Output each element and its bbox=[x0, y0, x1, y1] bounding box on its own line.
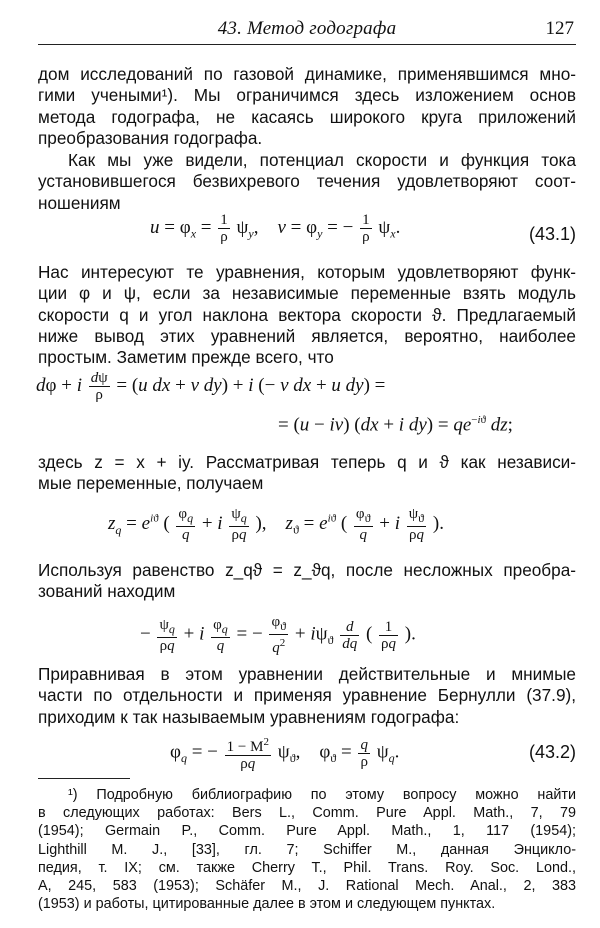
text-line: мые переменные, получаем bbox=[38, 473, 264, 494]
text-line: ниже вывод этих уравнений является, вероятно, наиболее bbox=[38, 325, 576, 346]
footnote-line: (1954); Germain P., Comm. Pure Appl. Math., 1, 117 (1954); bbox=[38, 823, 576, 840]
equation-43-1: $u = \varphi_x$ = $\frac{1}{\rho}$ $\psi_y$, $v = \varphi_y$ = − $\frac{1}{\rho}$ $\psi_x$. bbox=[150, 212, 401, 245]
paragraph-intro bbox=[38, 64, 576, 149]
equation-43-2: $\varphi_q$ = − $\frac{1 - M^2}{\rho q}$ $\psi_ϑ$, $\varphi_ϑ$ = $\frac{q}{\rho}$ $\psi_q$. bbox=[170, 736, 400, 772]
text-line: установившегося безвихревого течения удовлетворяют соот- bbox=[38, 171, 576, 192]
text-line: простым. Заметим прежде всего, что bbox=[38, 347, 334, 368]
equation-number: (43.2) bbox=[528, 742, 576, 762]
equation-number: (43.1) bbox=[528, 224, 576, 244]
page-number: 127 bbox=[545, 18, 574, 39]
paragraph-independent-variables bbox=[38, 452, 576, 495]
text-line: гими учеными¹). Мы ограничимся здесь изложением основ bbox=[38, 85, 576, 106]
footnote-divider bbox=[38, 778, 130, 779]
paragraph-hodograph-variables bbox=[38, 262, 576, 368]
text-line: ношениям bbox=[38, 192, 121, 213]
equation-differential: dφ + i $\frac{d\psi}{\rho}$ = (u dx + v dy) + i (− v dx + u dy) = bbox=[36, 370, 386, 403]
text-line: приходим к так называемым уравнениям годографа: bbox=[38, 706, 460, 727]
text-line: части по отдельности и применяя уравнение Бернулли (37.9), bbox=[38, 685, 576, 706]
footnote-line: в следующих работах: Bers L., Comm. Pure Appl. Math., 7, 79 bbox=[38, 805, 576, 822]
paragraph-potential bbox=[38, 150, 576, 214]
text-line: Нас интересуют те уравнения, которым удовлетворяют функ- bbox=[38, 262, 576, 282]
text-line: Как мы уже видели, потенциал скорости и функция тока bbox=[68, 150, 576, 170]
footnote-line: A, 245, 583 (1953); Schäfer M., J. Rational Mech. Anal., 2, 383 bbox=[38, 877, 576, 894]
equation-differential-cont: = (u − iv) (dx + i $dy) = qe^{-iϑ}$ dz; bbox=[278, 414, 513, 436]
text-line: Приравнивая в этом уравнении действительные и мнимые bbox=[38, 664, 576, 684]
text-line: ции φ и ψ, если за независимые переменные взять модуль bbox=[38, 283, 576, 304]
equation-result: − $\frac{\psi_q}{\rho q}$ + i $\frac{\varphi_q}{q}$ = − $\frac{\varphi_ϑ}{q^2}$ + $i\psi_ϑ$ $\frac{d}{dq}$ ( $\frac{1}{\rho q}$ ). bbox=[140, 614, 416, 656]
paragraph-bernoulli bbox=[38, 664, 576, 728]
text-line: дом исследований по газовой динамике, применявшимся мно- bbox=[38, 64, 576, 84]
footnote bbox=[38, 786, 576, 913]
text-line: зований находим bbox=[38, 581, 176, 602]
section-title: 43. Метод годографа bbox=[217, 18, 397, 39]
paragraph-equality bbox=[38, 560, 576, 603]
text-line: метода годографа, не касаясь широкого круга приложений bbox=[38, 106, 576, 127]
footnote-line: педия, т. IX; см. также Cherry T., Phil. Trans. Roy. Soc. Lond., bbox=[38, 859, 576, 876]
footnote-line: Lighthill M. J., [33], гл. 7; Schiffer M., данная Энцикло- bbox=[38, 841, 576, 858]
text-line: Используя равенство z_qϑ = z_ϑq, после несложных преобра- bbox=[38, 560, 576, 580]
footnote-line: (1953) и работы, цитированные далее в этом и следующем пунктах. bbox=[38, 896, 496, 913]
equation-z-derivatives: $z_q = e^{iϑ}$ ( $\frac{\varphi_q}{q}$ + i $\frac{\psi_q}{\rho q}$ ), $z_ϑ = e^{iϑ}$ ( $\frac{\varphi_ϑ}{q}$ + i $\frac{\psi_ϑ}{\rho q}$ ). bbox=[108, 506, 444, 543]
footnote-line: ¹) Подробную библиографию по этому вопросу можно найти bbox=[68, 787, 576, 803]
text-line: здесь z = x + iy. Рассматривая теперь q и ϑ как независи- bbox=[38, 452, 576, 472]
running-header bbox=[38, 14, 576, 45]
text-line: скорости q и угол наклона вектора скорости ϑ. Предлагаемый bbox=[38, 304, 576, 325]
text-line: преобразования годографа. bbox=[38, 127, 263, 148]
